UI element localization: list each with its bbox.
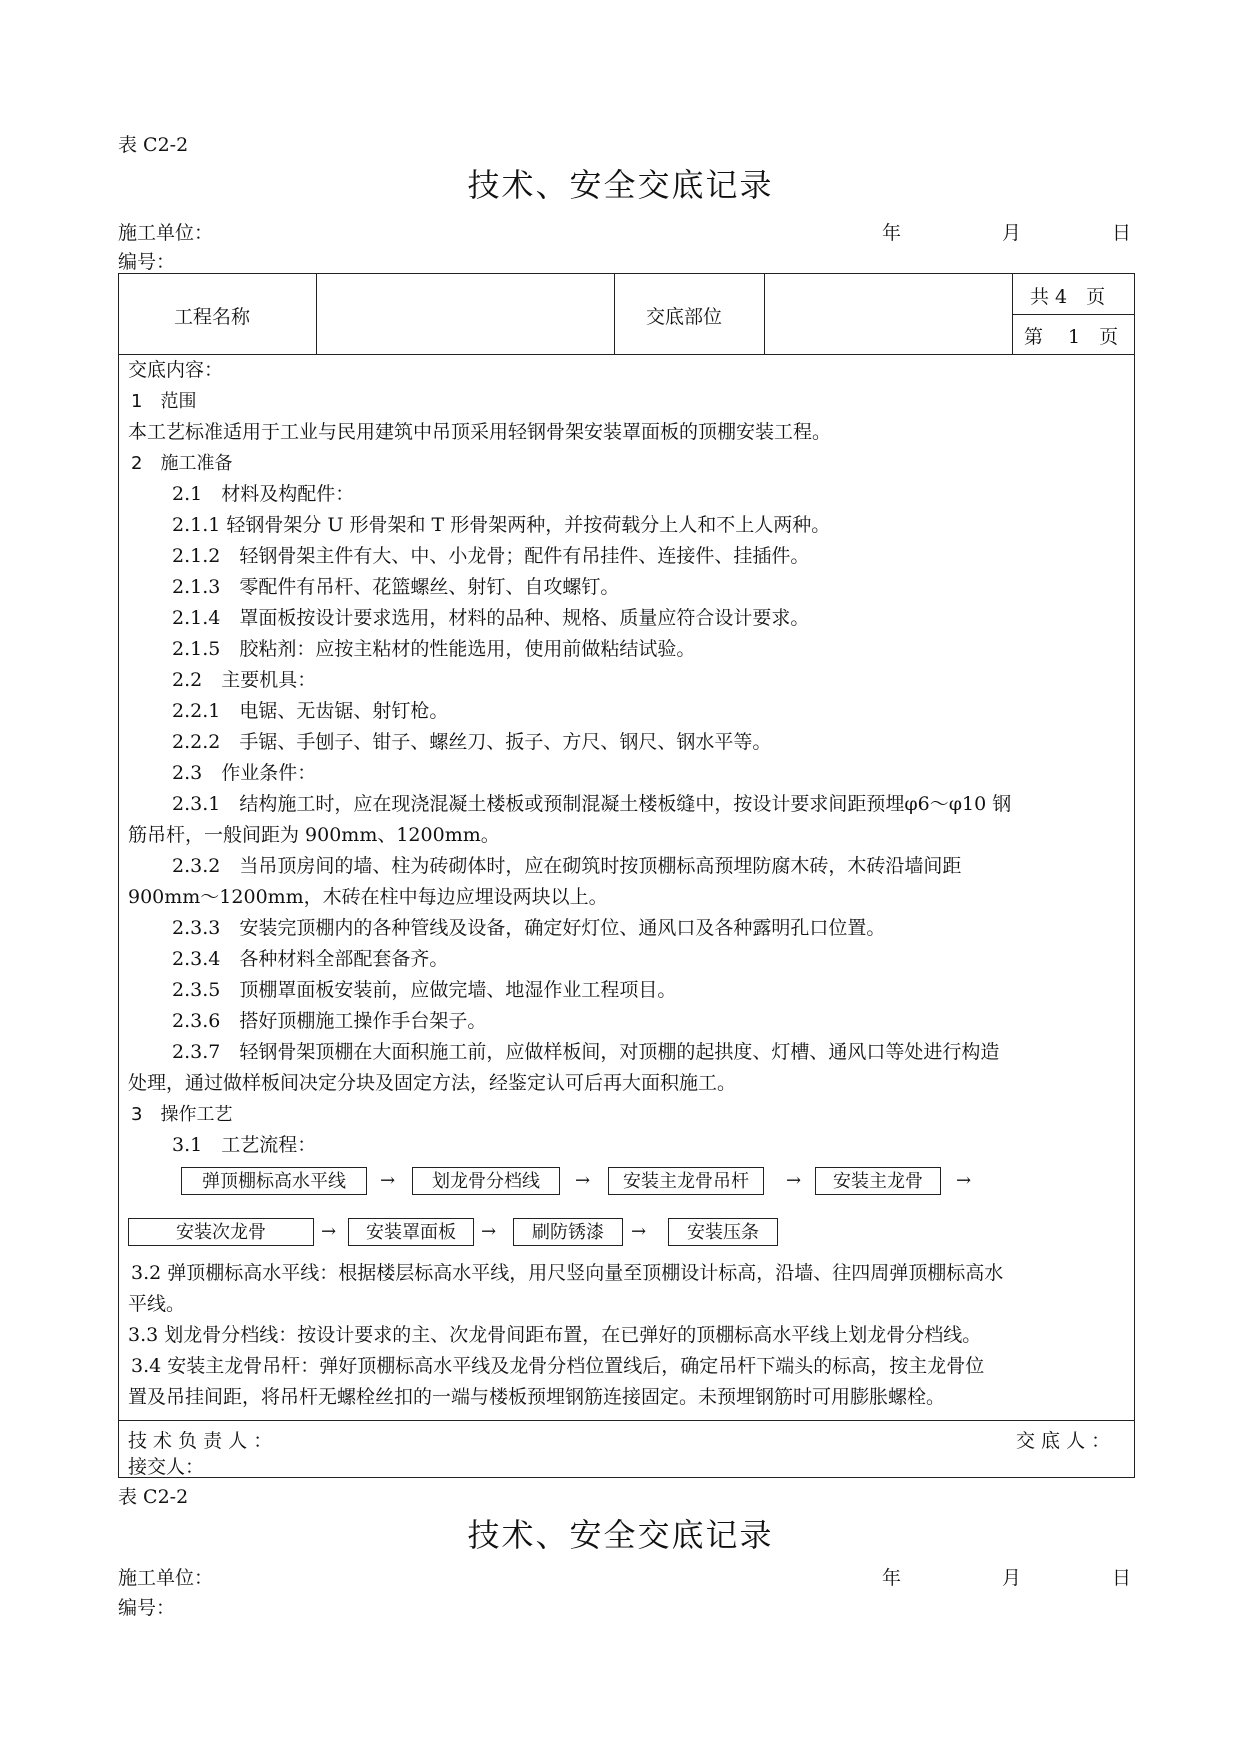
content-line: 2.3.6 搭好顶棚施工操作手台架子。 <box>172 1010 487 1032</box>
content-line: 2.3.4 各种材料全部配套备齐。 <box>172 948 449 970</box>
content-line: 置及吊挂间距，将吊杆无螺栓丝扣的一端与楼板预埋钢筋连接固定。未预埋钢筋时可用膨胀螺栓。 <box>128 1386 946 1408</box>
discloser-label: 交 底 人 ： <box>1016 1430 1111 1452</box>
content-label: 交底内容： <box>128 359 224 381</box>
content-lines <box>128 386 1128 1161</box>
flow-step: 安装次龙骨 <box>128 1218 314 1246</box>
arrow-icon: → <box>575 1170 591 1191</box>
content-line: 3 操作工艺 <box>131 1104 233 1125</box>
flow-step: 弹顶棚标高水平线 <box>181 1167 367 1195</box>
location-label: 交底部位 <box>646 306 723 328</box>
number-label-2: 编号： <box>118 1597 176 1619</box>
content-line: 2.1.1 轻钢骨架分 U 形骨架和 T 形骨架两种，并按荷载分上人和不上人两种。 <box>172 514 831 536</box>
content-line: 2.2 主要机具： <box>172 669 317 691</box>
page-title-2: 技术、安全交底记录 <box>467 1516 774 1554</box>
content-line: 2.3.1 结构施工时，应在现浇混凝土楼板或预制混凝土楼板缝中，按设计要求间距预埋φ6～φ10 钢 <box>172 793 1012 815</box>
flow-step: 刷防锈漆 <box>513 1218 623 1246</box>
date-year-label: 年 <box>882 222 902 244</box>
date-day-label-2: 日 <box>1112 1567 1132 1589</box>
flow-step: 安装压条 <box>668 1218 778 1246</box>
arrow-icon: → <box>380 1170 396 1191</box>
flow-step: 划龙骨分档线 <box>412 1167 560 1195</box>
content-line: 2.3.3 安装完顶棚内的各种管线及设备，确定好灯位、通风口及各种露明孔口位置。 <box>172 917 886 939</box>
process-flow-row-1 <box>128 1161 1128 1206</box>
unit-label: 施工单位： <box>118 222 214 244</box>
divider <box>1012 314 1134 315</box>
content-line: 处理，通过做样板间决定分块及固定方法，经鉴定认可后再大面积施工。 <box>128 1072 737 1094</box>
divider <box>316 273 317 355</box>
content-line: 平线。 <box>128 1293 186 1315</box>
content-line: 2.3.7 轻钢骨架顶棚在大面积施工前，应做样板间，对顶棚的起拱度、灯槽、通风口等处进行构造 <box>172 1041 1000 1063</box>
content-line: 2.2.1 电锯、无齿锯、射钉枪。 <box>172 700 449 722</box>
number-label: 编号： <box>118 251 176 273</box>
date-month-label-2: 月 <box>1002 1567 1022 1589</box>
arrow-icon: → <box>786 1170 802 1191</box>
form-code: 表 C2-2 <box>118 134 189 156</box>
content-line: 2.1.5 胶粘剂：应按主粘材的性能选用，使用前做粘结试验。 <box>172 638 696 660</box>
content-line: 3.4 安装主龙骨吊杆：弹好顶棚标高水平线及龙骨分档位置线后，确定吊杆下端头的标高，按主龙骨位 <box>131 1355 985 1377</box>
content-line: 2.1.4 罩面板按设计要求选用，材料的品种、规格、质量应符合设计要求。 <box>172 607 810 629</box>
date-year-label-2: 年 <box>882 1567 902 1589</box>
project-name-label: 工程名称 <box>174 306 251 328</box>
footer-divider <box>118 1420 1135 1421</box>
arrow-icon: → <box>631 1221 647 1242</box>
content-line: 2 施工准备 <box>131 453 233 474</box>
content-line: 筋吊杆，一般间距为 900mm、1200mm。 <box>128 824 500 846</box>
content-line: 2.3.5 顶棚罩面板安装前，应做完墙、地湿作业工程项目。 <box>172 979 677 1001</box>
receiver-label: 接交人： <box>128 1456 205 1478</box>
content-line: 本工艺标准适用于工业与民用建筑中吊顶采用轻钢骨架安装罩面板的顶棚安装工程。 <box>128 421 832 443</box>
content-line: 3.2 弹顶棚标高水平线：根据楼层标高水平线，用尺竖向量至顶棚设计标高，沿墙、往四周弹顶棚标高水 <box>131 1262 1004 1284</box>
content-line: 3.1 工艺流程： <box>172 1134 317 1156</box>
date-day-label: 日 <box>1112 222 1132 244</box>
page-title: 技术、安全交底记录 <box>467 166 774 204</box>
total-pages: 共 4 页 <box>1030 286 1106 308</box>
content-line: 2.2.2 手锯、手刨子、钳子、螺丝刀、扳子、方尺、钢尺、钢水平等。 <box>172 731 772 753</box>
arrow-icon: → <box>321 1221 337 1242</box>
content-line: 900mm～1200mm，木砖在柱中每边应埋设两块以上。 <box>128 886 608 908</box>
unit-label-2: 施工单位： <box>118 1567 214 1589</box>
content-line: 3.3 划龙骨分档线：按设计要求的主、次龙骨间距布置，在已弹好的顶棚标高水平线上划龙骨分档线。 <box>128 1324 982 1346</box>
disclosure-content <box>128 355 1128 1413</box>
page-number: 第 1 页 <box>1024 326 1119 348</box>
divider <box>764 273 765 355</box>
tech-lead-label: 技 术 负 责 人 ： <box>128 1430 273 1452</box>
arrow-icon: → <box>481 1221 497 1242</box>
content-line: 2.1.2 轻钢骨架主件有大、中、小龙骨；配件有吊挂件、连接件、挂插件。 <box>172 545 810 567</box>
content-line: 2.3.2 当吊顶房间的墙、柱为砖砌体时，应在砌筑时按顶棚标高预埋防腐木砖，木砖沿墙间距 <box>172 855 962 877</box>
date-month-label: 月 <box>1002 222 1022 244</box>
content-line: 2.3 作业条件： <box>172 762 317 784</box>
flow-step: 安装罩面板 <box>348 1218 474 1246</box>
content-line: 2.1 材料及构配件： <box>172 483 355 505</box>
content-line: 2.1.3 零配件有吊杆、花篮螺丝、射钉、自攻螺钉。 <box>172 576 620 598</box>
flow-step: 安装主龙骨吊杆 <box>608 1167 764 1195</box>
content-line: 1 范围 <box>131 391 197 412</box>
process-flow-row-2 <box>128 1206 1128 1258</box>
arrow-icon: → <box>956 1170 972 1191</box>
form-code-2: 表 C2-2 <box>118 1486 189 1508</box>
content-lines-after <box>128 1258 1128 1413</box>
flow-step: 安装主龙骨 <box>815 1167 941 1195</box>
divider <box>614 273 615 355</box>
